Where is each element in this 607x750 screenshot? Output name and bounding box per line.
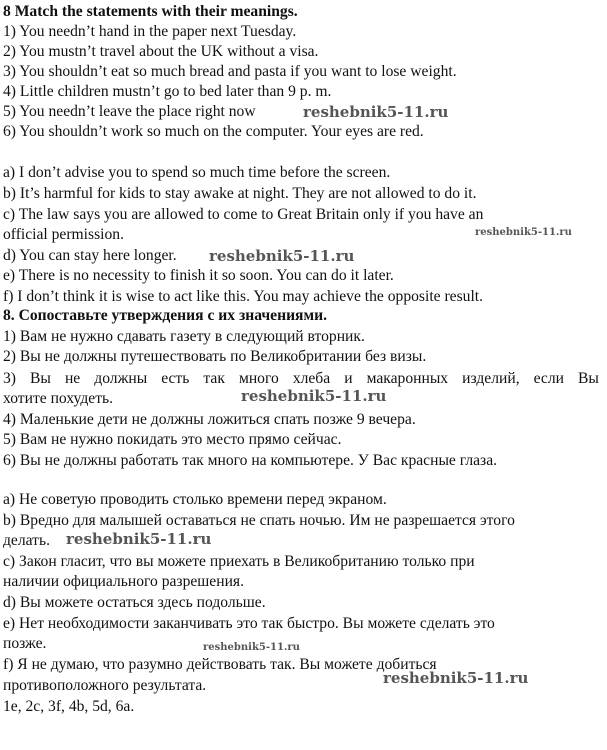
watermark-2: reshebnik5-11.ru [475, 227, 572, 238]
meaning-b-ru-cont: делать. [3, 532, 50, 549]
meaning-e-ru: e) Нет необходимости заканчивать это так быстро. Вы можете сделать это [3, 615, 495, 632]
statement-3-en: 3) You shouldn’t eat so much bread and pasta if you want to lose weight. [3, 63, 457, 80]
watermark-5: reshebnik5-11.ru [66, 530, 212, 548]
meaning-a-en: a) I don’t advise you to spend so much time before the screen. [3, 164, 391, 181]
meaning-d-en: d) You can stay here longer. [3, 247, 177, 264]
statement-4-ru: 4) Маленькие дети не должны ложиться спать позже 9 вечера. [3, 411, 416, 428]
meaning-a-ru: a) Не советую проводить столько времени перед экраном. [3, 491, 387, 508]
meaning-c-en: c) The law says you are allowed to come to Great Britain only if you have an [3, 206, 484, 223]
statement-1-ru: 1) Вам не нужно сдавать газету в следующий вторник. [3, 328, 365, 345]
meaning-e-ru-cont: позже. [3, 635, 47, 652]
meaning-d-ru: d) Вы можете остаться здесь подольше. [3, 594, 266, 611]
statement-2-en: 2) You mustn’t travel about the UK without a visa. [3, 43, 319, 60]
statement-6-en: 6) You shouldn’t work so much on the computer. Your eyes are red. [3, 123, 424, 140]
watermark-4: reshebnik5-11.ru [241, 387, 387, 405]
meaning-f-ru: f) Я не думаю, что разумно действовать так. Вы можете добиться [3, 656, 437, 673]
exercise-title-en: 8 Match the statements with their meanings. [3, 3, 298, 20]
statement-4-en: 4) Little children mustn’t go to bed later than 9 p. m. [3, 83, 332, 100]
meaning-c-ru-cont: наличии официального разрешения. [3, 573, 244, 590]
watermark-6: reshebnik5-11.ru [203, 642, 300, 653]
exercise-title-ru: 8. Сопоставьте утверждения с их значениями. [3, 307, 327, 324]
meaning-c-en-cont: official permission. [3, 226, 124, 243]
watermark-3: reshebnik5-11.ru [209, 247, 355, 265]
statement-5-en: 5) You needn’t leave the place right now [3, 103, 256, 120]
meaning-e-en: e) There is no necessity to finish it so soon. You can do it later. [3, 267, 394, 284]
statement-3-ru-cont: хотите похудеть. [3, 390, 114, 407]
statement-3-ru: 3) Вы не должны есть так много хлеба и макаронных изделий, если Вы [3, 370, 599, 387]
watermark-1: reshebnik5-11.ru [303, 103, 449, 121]
meaning-b-ru: b) Вредно для малышей оставаться не спать ночью. Им не разрешается этого [3, 512, 515, 529]
watermark-7: reshebnik5-11.ru [383, 669, 529, 687]
statement-5-ru: 5) Вам не нужно покидать это место прямо сейчас. [3, 431, 342, 448]
answer-key: 1e, 2c, 3f, 4b, 5d, 6a. [3, 698, 135, 715]
meaning-f-en: f) I don’t think it is wise to act like this. You may achieve the opposite result. [3, 288, 484, 305]
meaning-c-ru: c) Закон гласит, что вы можете приехать в Великобританию только при [3, 553, 475, 570]
statement-2-ru: 2) Вы не должны путешествовать по Великобритании без визы. [3, 348, 427, 365]
statement-6-ru: 6) Вы не должны работать так много на компьютере. У Вас красные глаза. [3, 452, 498, 469]
meaning-f-ru-cont: противоположного результата. [3, 677, 207, 694]
meaning-b-en: b) It’s harmful for kids to stay awake at night. They are not allowed to do it. [3, 185, 477, 202]
statement-1-en: 1) You needn’t hand in the paper next Tuesday. [3, 23, 297, 40]
